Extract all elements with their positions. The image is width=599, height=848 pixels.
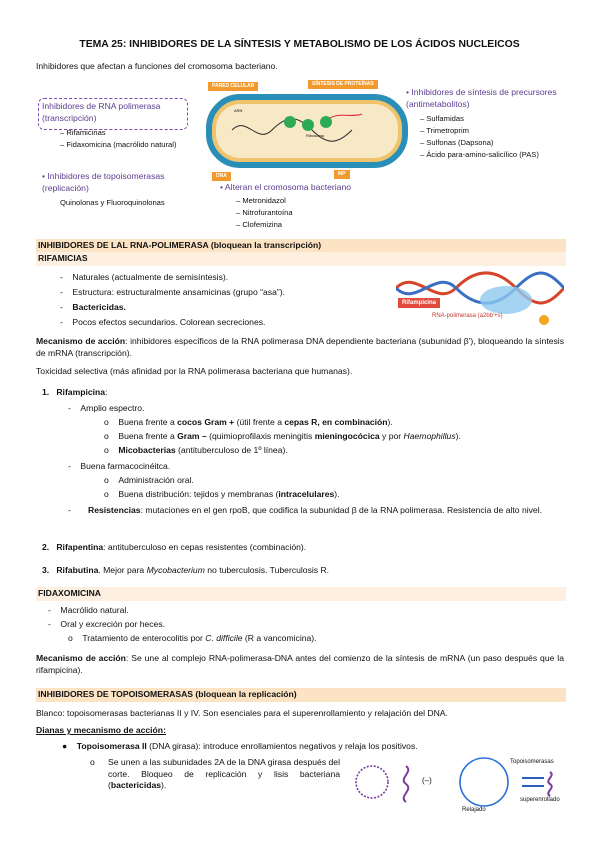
topo-items: Quinolonas y Fluoroquinolonas bbox=[60, 198, 165, 207]
subsection-fidaxomicina: FIDAXOMICINA bbox=[36, 587, 566, 601]
precursor-title: • Inhibidores de síntesis de precursores (antimetabolitos) bbox=[406, 87, 557, 110]
list-item-marker: o bbox=[90, 757, 95, 767]
relaxed-label: Relajado bbox=[462, 807, 486, 813]
list-item: o Micobacterias (antituberculoso de 1º línea). bbox=[104, 445, 288, 455]
list-item: - Macrólido natural. bbox=[48, 605, 129, 615]
rna-pol-item: – Rifamicinas bbox=[60, 128, 106, 137]
wall-label: PARED CELULAR bbox=[208, 82, 258, 91]
list-item: o Buena distribución: tejidos y membranas (intracelulares). bbox=[104, 489, 340, 499]
dianas-heading: Dianas y mecanismo de acción: bbox=[36, 725, 166, 735]
alter-item: – Nitrofurantoína bbox=[236, 208, 293, 217]
section-heading-topoisomerases: INHIBIDORES DE TOPOISOMERASAS (bloquean la replicación) bbox=[36, 688, 566, 702]
list-item: o Tratamiento de enterocolitis por C. difficile (R a vancomicina). bbox=[68, 633, 317, 643]
list-item: - Buena farmacocinéitca. bbox=[68, 461, 171, 471]
mechanism-paragraph: Mecanismo de acción: inhibidores específicos de la RNA polimerasa DNA dependiente bacteriana (subunidad β'), bloqueando la síntesis de mRNA (transcripción). bbox=[36, 336, 564, 358]
supercoiling-figure bbox=[354, 752, 564, 814]
precursor-item: – Ácido para-amino-salicílico (PAS) bbox=[420, 150, 539, 159]
list-item: - Bactericidas. bbox=[60, 302, 126, 312]
precursor-item: – Trimetroprim bbox=[420, 126, 469, 135]
list-item: o Buena frente a Gram – (quimioprofilaxis meningitis mieningocócica y por Haemophillus). bbox=[104, 431, 461, 441]
list-item: o Buena frente a cocos Gram + (útil frente a cepas R, en combinación). bbox=[104, 417, 393, 427]
synthesis-label: SÍNTESIS DE PROTEÍNAS bbox=[308, 80, 378, 89]
dna-label: DNA bbox=[212, 172, 231, 181]
list-item: - Amplio espectro. bbox=[68, 403, 145, 413]
list-item: - Pocos efectos secundarios. Colorean secreciones. bbox=[60, 317, 266, 327]
page-title: TEMA 25: INHIBIDORES DE LA SÍNTESIS Y METABOLISMO DE LOS ÁCIDOS NUCLEICOS bbox=[79, 39, 520, 50]
alter-item: – Clofemizina bbox=[236, 220, 283, 229]
numbered-item-2: 2. Rifapentina: antituberculoso en cepas resistentes (combinación). bbox=[42, 542, 307, 552]
alter-title: • Alteran el cromosoma bacteriano bbox=[220, 182, 352, 192]
topo2-detail-paragraph: Se unen a las subunidades 2A de la DNA girasa después del corte. Bloqueo de replicación y lisis bacteriana (bactericidas). bbox=[108, 757, 340, 791]
numbered-item-1: 1. Rifampicina: bbox=[42, 387, 108, 397]
resistance-paragraph: Resistencias: mutaciones en el gen rpoB, que codifica la subunidad β de la RNA polimerasa. Resistencia de alto nivel. bbox=[88, 505, 543, 515]
ribosome-label: Ribosoma bbox=[306, 133, 325, 138]
list-item: ● Topoisomerasa II (DNA girasa): introduce enrollamientos negativos y relaja los positivos. bbox=[62, 741, 418, 751]
minus-label: (–) bbox=[422, 776, 432, 785]
numbered-item-3: 3. Rifabutina. Mejor para Mycobacterium no tuberculosis. Tuberculosis R. bbox=[42, 565, 330, 575]
mechanism-paragraph: Mecanismo de acción: Se une al complejo RNA-polimerasa-DNA antes del comienzo de la síntesis de mRNA (un paso después que la rifampicina). bbox=[36, 653, 564, 675]
precursor-item: – Sulfonas (Dapsona) bbox=[420, 138, 494, 147]
overview-figure bbox=[36, 76, 566, 232]
topo-title: • Inhibidores de topoisomerasas (replicación) bbox=[42, 171, 165, 194]
list-item: - Naturales (actualmente de semisíntesis). bbox=[60, 272, 229, 282]
rna-pol-item: – Fidaxomicina (macrólido natural) bbox=[60, 140, 177, 149]
enzyme-label: RNA-polimerasa (a2bb'+s) bbox=[432, 313, 503, 319]
bacterial-cell bbox=[206, 94, 408, 168]
precursor-item: – Sulfamidas bbox=[420, 114, 464, 123]
list-item: - Oral y excreción por heces. bbox=[48, 619, 166, 629]
rna-pol-title: Inhibidores de RNA polimerasa (transcripción) bbox=[42, 101, 161, 124]
rifampicin-illustration bbox=[396, 268, 564, 334]
intro-text: Inhibidores que afectan a funciones del cromosoma bacteriano. bbox=[36, 61, 278, 71]
toxicity-paragraph: Toxicidad selectiva (más afinidad por la RNA polimerasa bacteriana que humanas). bbox=[36, 366, 353, 376]
rifampicin-label: Rifampicina bbox=[398, 298, 440, 308]
alter-item: – Metronidazol bbox=[236, 196, 286, 205]
list-item: - Estructura: estructuralmente ansamicinas (grupo “asa”). bbox=[60, 287, 285, 297]
supercoiled-label: superenrollado bbox=[520, 797, 560, 803]
subsection-rifamicinas: RIFAMICIAS bbox=[36, 252, 566, 266]
topoisomerase-label: Topoisomerasas bbox=[510, 759, 554, 765]
pm-label: MP bbox=[334, 170, 350, 179]
section-heading-rna-polymerase: INHIBIDORES DE LAL RNA-POLIMERASA (bloquean la transcripción) bbox=[36, 239, 566, 253]
arn-label: ARN bbox=[234, 108, 243, 113]
list-item: o Administración oral. bbox=[104, 475, 194, 485]
target-paragraph: Blanco: topoisomerasas bacterianas II y IV. Son esenciales para el superenrollamiento y relajación del DNA. bbox=[36, 708, 448, 718]
list-item-marker: - bbox=[68, 505, 71, 515]
